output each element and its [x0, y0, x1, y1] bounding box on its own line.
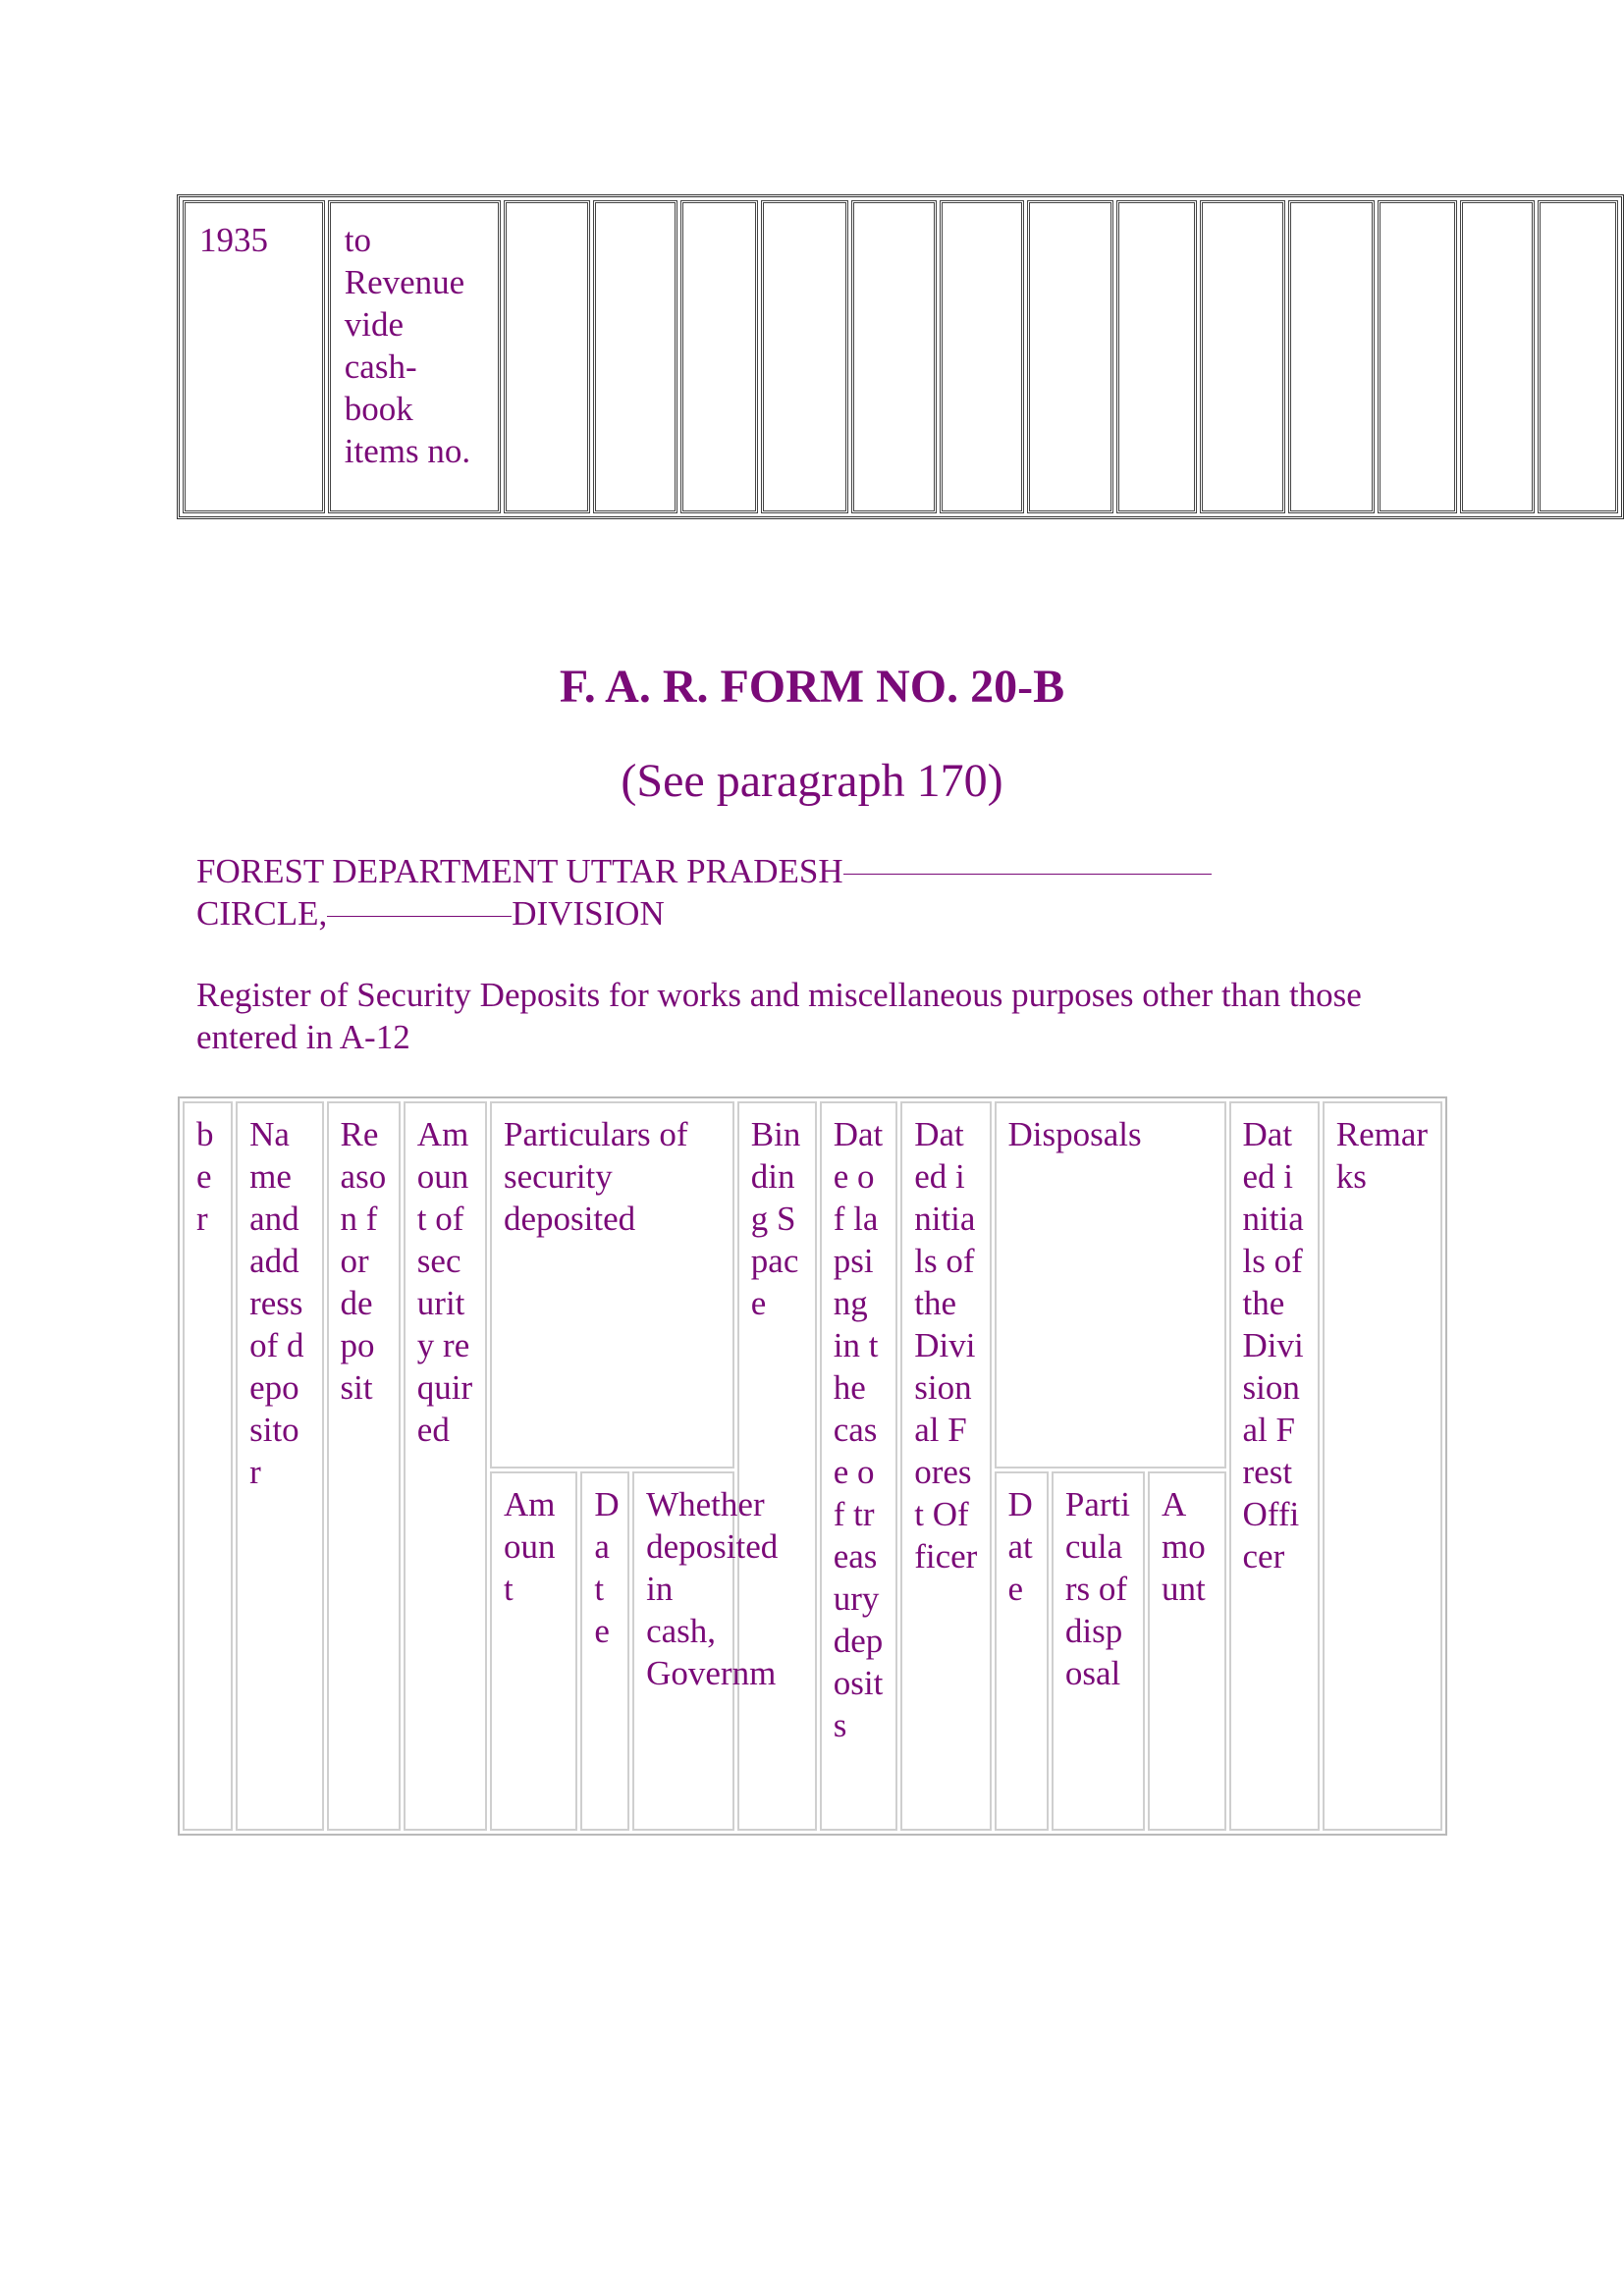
blank-cell	[851, 200, 937, 513]
department-heading	[196, 850, 1375, 934]
dated-initials-2-header: Dated initials of the Divisional Frest Officer	[1229, 1101, 1320, 1831]
blank-cell	[593, 200, 678, 513]
date-lapsing-header: Date of lapsing in the case of treasury deposits	[820, 1101, 898, 1831]
blank-cell	[940, 200, 1025, 513]
table-row	[183, 1101, 1442, 1468]
blank-cell	[1378, 200, 1458, 513]
blank-cell	[680, 200, 758, 513]
table-row	[183, 200, 1618, 513]
number-header: ber	[183, 1101, 233, 1831]
blank-line	[843, 874, 1212, 875]
disposals-particulars-header: Particulars of disposal	[1052, 1471, 1145, 1831]
top-table-fragment	[177, 194, 1624, 519]
circle-label: CIRCLE,	[196, 894, 328, 933]
register-description: Register of Security Deposits for works and miscellaneous purposes other than those entered in A-12	[196, 976, 1362, 1056]
disposals-date-header: Date	[995, 1471, 1049, 1831]
blank-cell	[504, 200, 590, 513]
blank-cell	[1027, 200, 1113, 513]
particulars-amount-header: Amount	[490, 1471, 577, 1831]
reason-header: Reason for deposit	[327, 1101, 401, 1831]
disposals-amount-header: Amount	[1148, 1471, 1226, 1831]
binding-space-header: Binding Space	[737, 1101, 817, 1831]
form-subtitle: (See paragraph 170)	[621, 755, 1003, 807]
description-cell: to Revenue vide cash-book items no.	[328, 200, 501, 513]
amount-required-header: Amount of security required	[404, 1101, 487, 1831]
department-name: FOREST DEPARTMENT UTTAR PRADESH	[196, 852, 843, 890]
particulars-whether-header: Whether deposited in cash, Governm	[632, 1471, 734, 1831]
blank-cell	[1538, 200, 1618, 513]
blank-cell	[1200, 200, 1286, 513]
blank-cell	[1116, 200, 1197, 513]
register-header-table	[178, 1096, 1447, 1836]
division-label: DIVISION	[512, 894, 665, 933]
blank-line	[327, 916, 512, 917]
name-address-header: Name and address of depositor	[236, 1101, 323, 1831]
blank-cell	[761, 200, 848, 513]
year-cell: 1935	[183, 200, 325, 513]
blank-cell	[1460, 200, 1535, 513]
particulars-date-header: Date	[580, 1471, 629, 1831]
blank-cell	[1288, 200, 1375, 513]
remarks-header: Remarks	[1323, 1101, 1442, 1831]
form-title: F. A. R. FORM NO. 20-B	[559, 661, 1065, 713]
disposals-header: Disposals	[995, 1101, 1226, 1468]
particulars-header: Particulars of security deposited	[490, 1101, 734, 1468]
dated-initials-header: Dated initials of the Divisional Forest Officer	[900, 1101, 991, 1831]
